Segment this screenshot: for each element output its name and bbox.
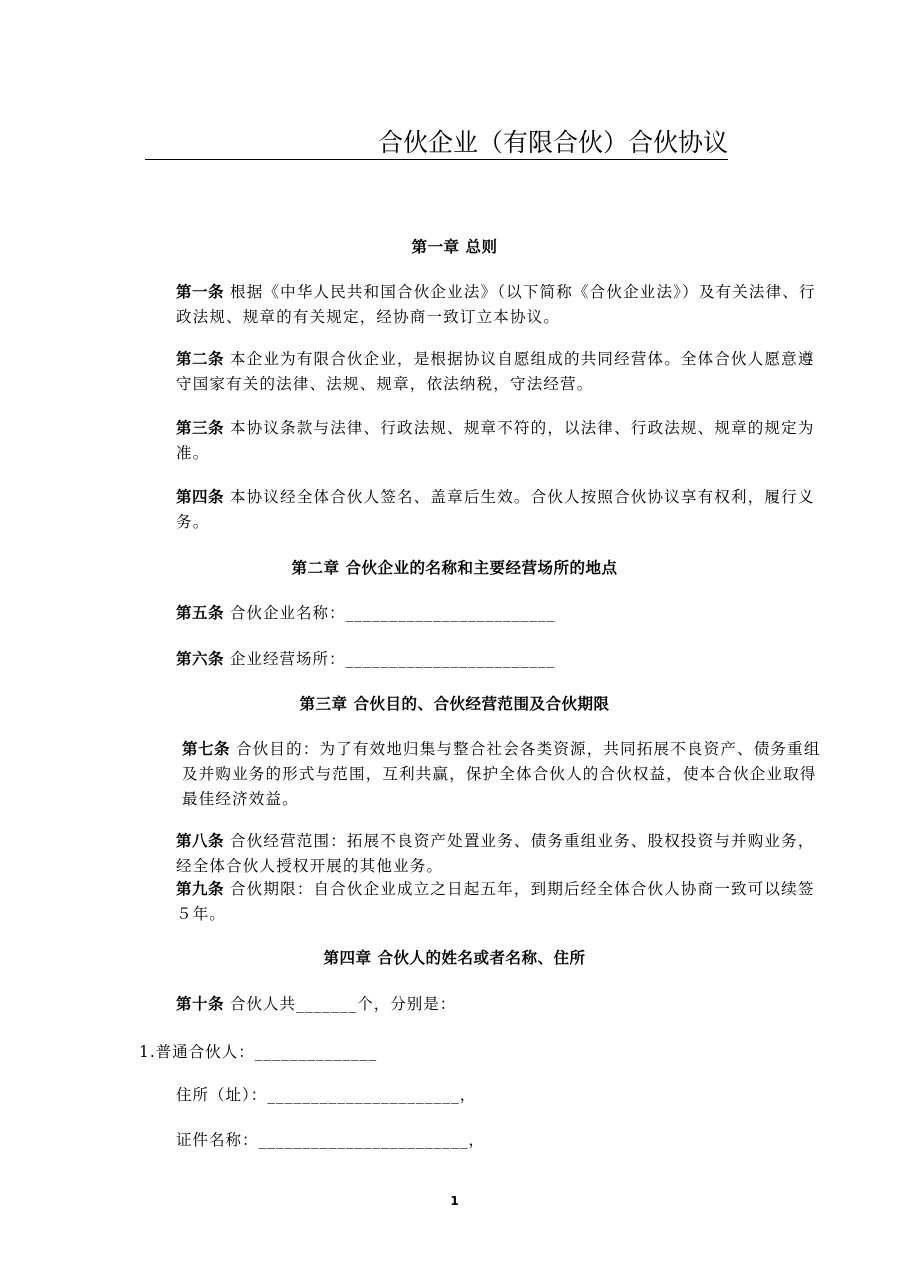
article-1-label: 第一条: [176, 283, 225, 301]
article-10-text: 合伙人共_______个，分别是：: [230, 995, 457, 1013]
article-9-label: 第九条: [176, 880, 225, 898]
article-8-label: 第八条: [176, 832, 225, 850]
article-8: [139, 829, 816, 879]
article-8-text: 合伙经营范围：拓展不良资产处置业务、债务重组业务、股权投资与并购业务，经全体合伙人授权开展的其他业务。: [176, 832, 815, 875]
article-7: [139, 737, 822, 812]
general-partner-field: 1.普通合伙人：______________: [139, 1043, 378, 1061]
article-7-label: 第七条: [182, 740, 231, 758]
title-blank-line: [145, 129, 378, 160]
article-3-text: 本协议条款与法律、行政法规、规章不符的，以法律、行政法规、规章的规定为准。: [176, 419, 815, 462]
article-1: [139, 280, 816, 330]
chapter-4-heading: 第四章 合伙人的姓名或者名称、住所: [323, 949, 586, 967]
id-name-field: 证件名称：________________________，: [176, 1131, 486, 1149]
article-4: [139, 485, 816, 535]
page-number: 1: [450, 1194, 459, 1208]
article-3: [139, 416, 816, 466]
article-3-label: 第三条: [176, 419, 225, 437]
article-1-text: 根据《中华人民共和国合伙企业法》（以下简称《合伙企业法》）及有关法律、行政法规、规章的有关规定，经协商一致订立本协议。: [176, 283, 816, 326]
article-9-text: 合伙期限：自合伙企业成立之日起五年，到期后经全体合伙人协商一致可以续签５年。: [176, 880, 815, 923]
article-5: [176, 601, 556, 626]
article-2-text: 本企业为有限合伙企业，是根据协议自愿组成的共同经营体。全体合伙人愿意遵守国家有关的法律、法规、规章，依法纳税，守法经营。: [176, 350, 815, 393]
article-4-label: 第四条: [176, 488, 225, 506]
article-6-text: 企业经营场所：________________________: [230, 650, 556, 668]
chapter-3-heading: 第三章 合伙目的、合伙经营范围及合伙期限: [299, 695, 610, 713]
article-9: [139, 877, 816, 927]
article-5-text: 合伙企业名称：________________________: [230, 604, 556, 622]
document-title: 合伙企业（有限合伙）合伙协议: [378, 127, 728, 160]
article-10: [176, 992, 456, 1017]
article-7-text: 合伙目的：为了有效地归集与整合社会各类资源，共同拓展不良资产、债务重组及并购业务的形式与范围，互利共赢，保护全体合伙人的合伙权益，使本合伙企业取得最佳经济效益。: [182, 740, 821, 808]
article-6-label: 第六条: [176, 650, 225, 668]
article-2: [139, 347, 816, 397]
chapter-2-heading: 第二章 合伙企业的名称和主要经营场所的地点: [291, 559, 618, 577]
article-2-label: 第二条: [176, 350, 225, 368]
article-6: [176, 647, 556, 672]
address-field: 住所（址）：______________________，: [176, 1086, 477, 1104]
document-title-row: [145, 126, 785, 160]
article-5-label: 第五条: [176, 604, 225, 622]
article-4-text: 本协议经全体合伙人签名、盖章后生效。合伙人按照合伙协议享有权利，履行义务。: [176, 488, 815, 531]
article-10-label: 第十条: [176, 995, 225, 1013]
chapter-1-heading: 第一章 总则: [411, 238, 498, 256]
